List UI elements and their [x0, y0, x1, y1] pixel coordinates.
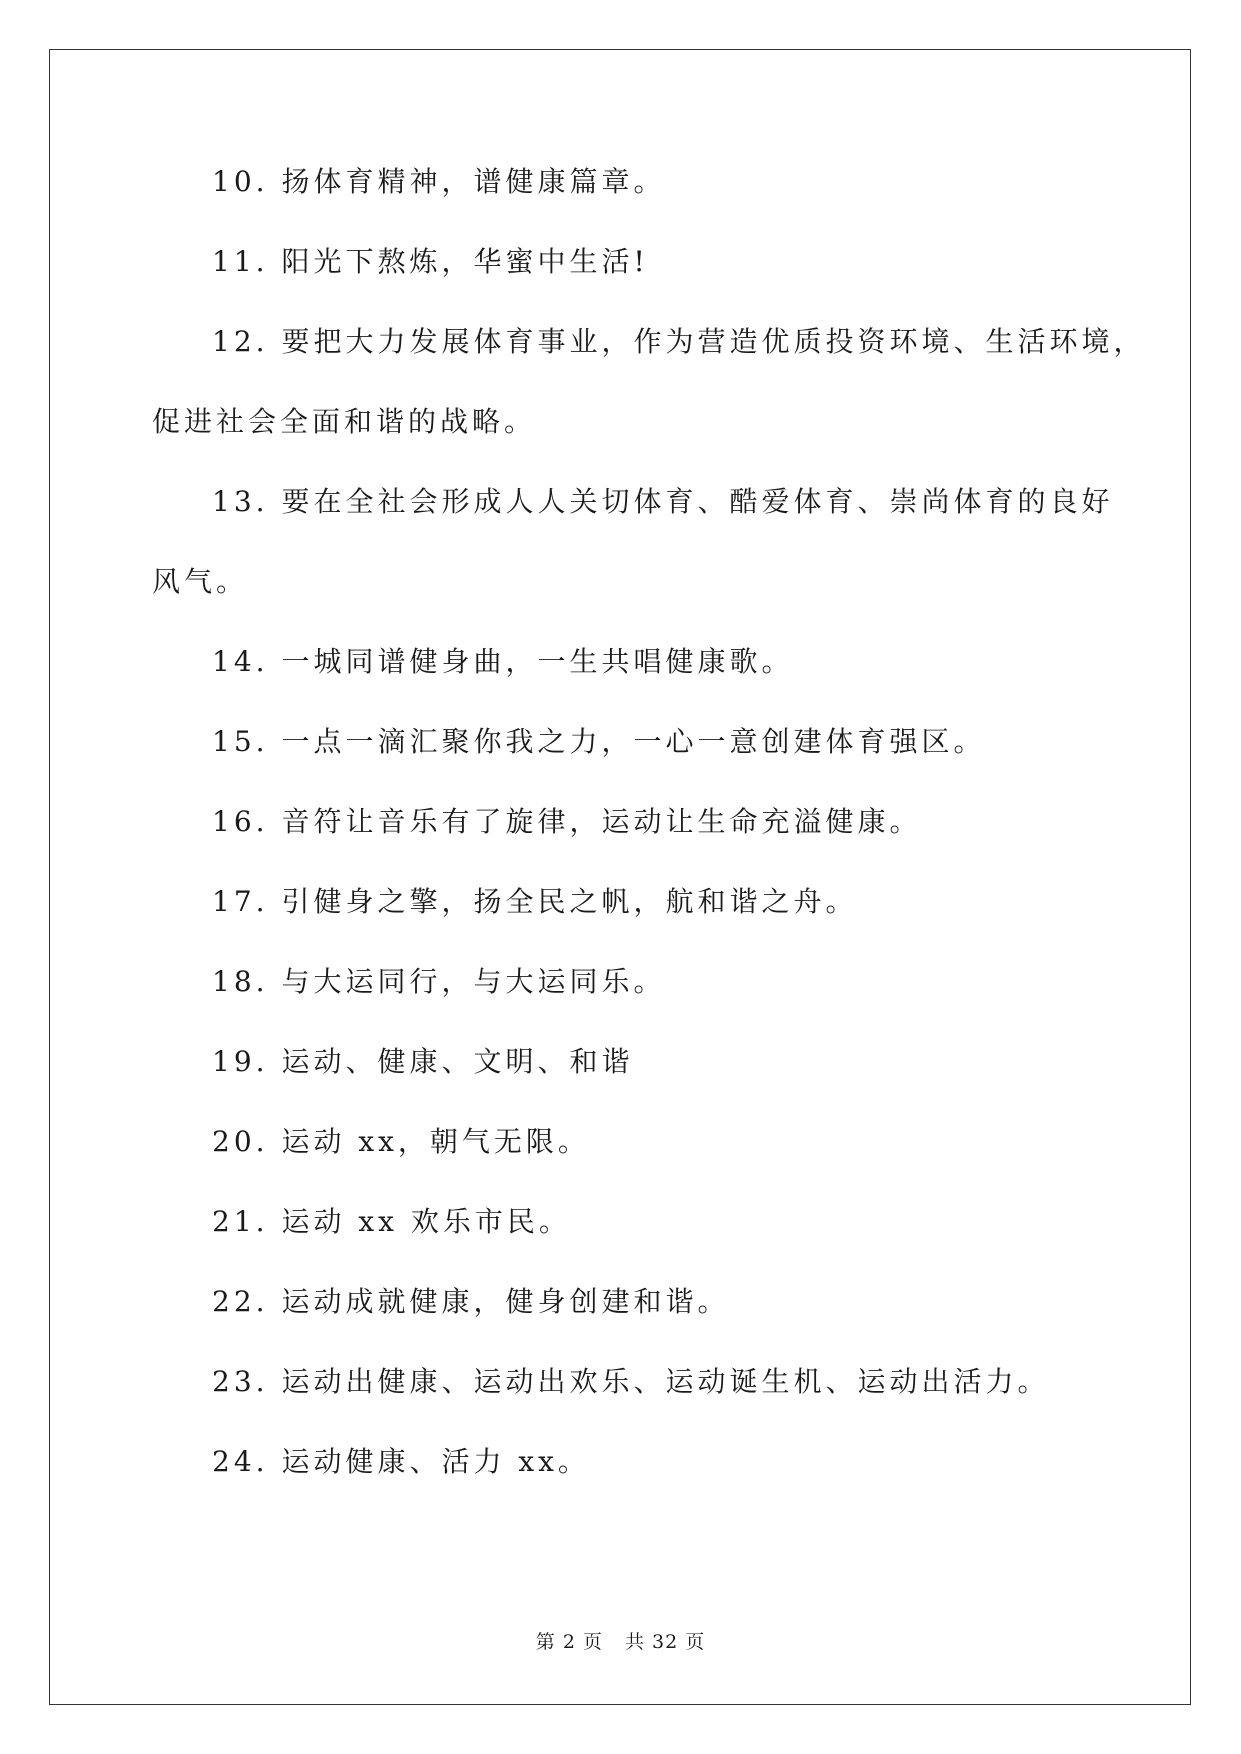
list-item — [212, 802, 921, 842]
list-item — [212, 1122, 590, 1162]
item-number: 17. — [212, 885, 269, 918]
item-text: 与大运同行，与大运同乐。 — [281, 965, 666, 998]
item-text: 运动、健康、文明、和谐 — [281, 1045, 634, 1078]
list-item — [212, 882, 857, 922]
item-text: 要在全社会形成人人关切体育、酷爱体育、崇尚体育的良好 — [281, 485, 1114, 518]
list-item — [212, 962, 665, 1002]
list-item — [212, 1042, 633, 1082]
item-number: 19. — [212, 1045, 269, 1078]
list-item — [212, 1202, 571, 1242]
list-item — [212, 482, 1113, 522]
list-item — [212, 242, 649, 282]
item-text: 扬体育精神，谱健康篇章。 — [281, 165, 666, 198]
item-number: 21. — [212, 1205, 269, 1238]
list-item-continuation — [152, 402, 536, 442]
item-text: 一点一滴汇聚你我之力，一心一意创建体育强区。 — [281, 725, 986, 758]
item-text: 运动成就健康，健身创建和谐。 — [281, 1285, 730, 1318]
item-text: 音符让音乐有了旋律，运动让生命充溢健康。 — [281, 805, 922, 838]
list-item — [212, 322, 1145, 362]
item-text: 阳光下熬炼，华蜜中生活! — [281, 245, 649, 278]
item-text: 运动 xx 欢乐市民。 — [281, 1205, 571, 1238]
item-text: 一城同谱健身曲，一生共唱健康歌。 — [281, 645, 794, 678]
item-text: 运动出健康、运动出欢乐、运动诞生机、运动出活力。 — [281, 1365, 1050, 1398]
item-number: 24. — [212, 1445, 269, 1478]
item-number: 22. — [212, 1285, 269, 1318]
page-footer — [0, 1630, 1241, 1654]
item-text: 运动健康、活力 xx。 — [281, 1445, 590, 1478]
list-item — [212, 1362, 1049, 1402]
item-number: 20. — [212, 1125, 269, 1158]
list-item — [212, 722, 985, 762]
item-text: 运动 xx，朝气无限。 — [281, 1125, 590, 1158]
item-number: 18. — [212, 965, 269, 998]
list-item — [212, 1442, 590, 1482]
item-number: 23. — [212, 1365, 269, 1398]
total-pages-label: 共 32 页 — [624, 1631, 706, 1653]
item-number: 10. — [212, 165, 269, 198]
page-number-label: 第 2 页 — [535, 1631, 603, 1653]
item-text: 引健身之擎，扬全民之帆，航和谐之舟。 — [281, 885, 858, 918]
item-number: 11. — [212, 245, 269, 278]
list-item-continuation — [152, 562, 248, 602]
item-number: 16. — [212, 805, 269, 838]
item-text: 要把大力发展体育事业，作为营造优质投资环境、生活环境， — [281, 325, 1146, 358]
item-text: 促进社会全面和谐的战略。 — [152, 405, 537, 438]
item-text: 风气。 — [152, 565, 249, 598]
item-number: 15. — [212, 725, 269, 758]
item-number: 12. — [212, 325, 269, 358]
item-number: 13. — [212, 485, 269, 518]
item-number: 14. — [212, 645, 269, 678]
list-item — [212, 162, 665, 202]
list-item — [212, 1282, 729, 1322]
list-item — [212, 642, 793, 682]
